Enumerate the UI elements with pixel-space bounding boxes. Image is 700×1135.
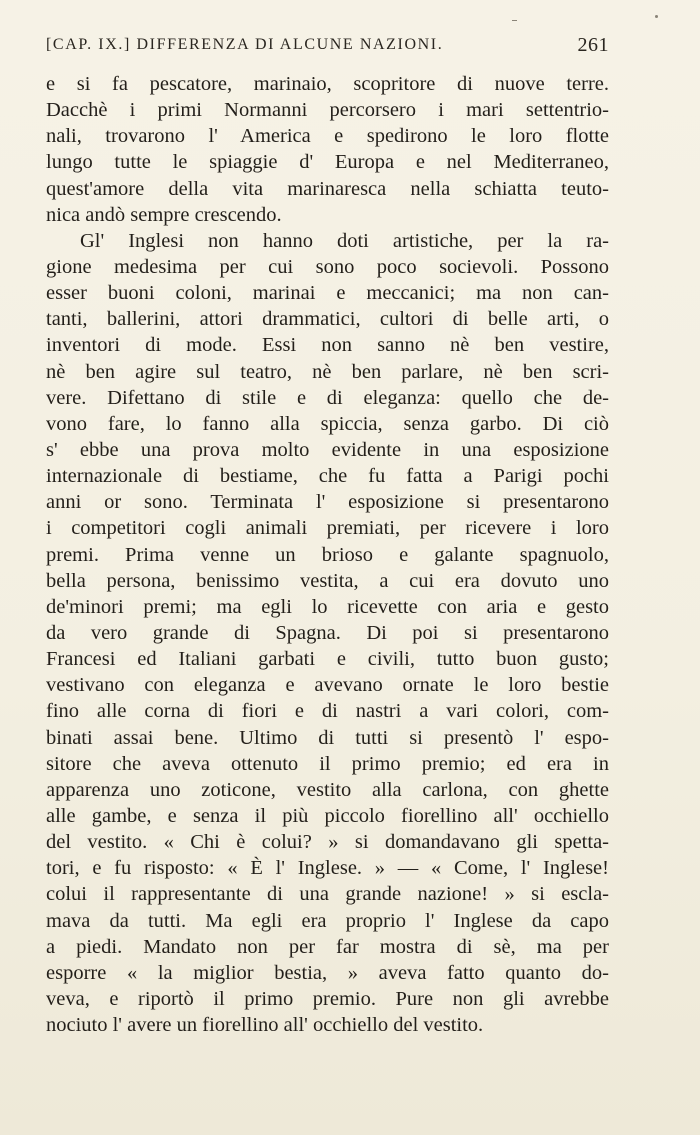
text-line: lungo tutte le spiaggie d' Europa e nel Mediterraneo, <box>46 151 609 174</box>
text-line: del vestito. « Chi è colui? » si domandavano gli spetta- <box>46 831 609 854</box>
text-line: nociuto l' avere un fiorellino all' occhiello del vestito. <box>46 1014 484 1037</box>
text-line: bella persona, benissimo vestita, a cui era dovuto uno <box>46 569 609 592</box>
text-line: nali, trovarono l' America e spedirono le loro flotte <box>46 125 609 148</box>
text-line: vono fare, lo fanno alla spiccia, senza garbo. Di ciò <box>46 412 609 435</box>
text-line: colui il rappresentante di una grande nazione! » si escla- <box>46 883 609 906</box>
text-line: internazionale di bestiame, che fu fatta a Parigi pochi <box>46 465 609 488</box>
text-line: i competitori cogli animali premiati, per ricevere i loro <box>46 517 609 540</box>
text-line: gione medesima per cui sono poco socievoli. Possono <box>46 255 609 278</box>
paper-speck <box>655 15 658 18</box>
text-line: premi. Prima venne un brioso e galante spagnuolo, <box>46 543 609 566</box>
text-line: tori, e fu risposto: « È l' Inglese. » — « Come, l' Inglese! <box>46 857 609 880</box>
text-line: alle gambe, e senza il più piccolo fiorellino all' occhiello <box>46 804 609 827</box>
text-line: da vero grande di Spagna. Di poi si presentarono <box>46 621 609 644</box>
text-line: vestivano con eleganza e avevano ornate le loro bestie <box>46 674 609 697</box>
text-line: quest'amore della vita marinaresca nella schiatta teuto- <box>46 177 609 200</box>
text-line: Gl' Inglesi non hanno doti artistiche, per la ra- <box>80 229 609 252</box>
text-line: Dacchè i primi Normanni percorsero i mari settentrio- <box>46 99 609 122</box>
page-number: 261 <box>577 34 609 56</box>
text-line: binati assai bene. Ultimo di tutti si presentò l' espo- <box>46 726 609 749</box>
text-line: mava da tutti. Ma egli era proprio l' Inglese da capo <box>46 909 609 932</box>
text-line: fino alle corna di fiori e di nastri a vari colori, com- <box>46 700 609 723</box>
text-line: esser buoni coloni, marinai e meccanici; ma non can- <box>46 282 609 305</box>
running-head: [CAP. IX.] DIFFERENZA DI ALCUNE NAZIONI. <box>46 36 444 53</box>
text-line: vere. Difettano di stile e di eleganza: quello che de- <box>46 386 609 409</box>
paper-speck <box>512 20 517 21</box>
text-line: e si fa pescatore, marinaio, scopritore di nuove terre. <box>46 73 609 95</box>
page-header <box>46 36 609 64</box>
text-line: tanti, ballerini, attori drammatici, cultori di belle arti, o <box>46 308 609 331</box>
text-line: a piedi. Mandato non per far mostra di sè, ma per <box>46 935 609 958</box>
text-line: de'minori premi; ma egli lo ricevette con aria e gesto <box>46 595 609 618</box>
text-line: nè ben agire sul teatro, nè ben parlare, nè ben scri- <box>46 360 609 383</box>
text-line: esporre « la miglior bestia, » aveva fatto quanto do- <box>46 961 609 984</box>
text-line: sitore che aveva ottenuto il primo premio; ed era in <box>46 752 609 775</box>
text-line: inventori di mode. Essi non sanno nè ben vestire, <box>46 334 609 357</box>
text-line: anni or sono. Terminata l' esposizione si presentarono <box>46 491 609 514</box>
text-line: nica andò sempre crescendo. <box>46 203 282 226</box>
text-line: s' ebbe una prova molto evidente in una esposizione <box>46 438 609 461</box>
text-line: apparenza uno zoticone, vestito alla carlona, con ghette <box>46 778 609 801</box>
paragraph-1 <box>46 71 609 228</box>
paragraph-2 <box>46 228 609 1038</box>
text-line: veva, e riportò il primo premio. Pure non gli avrebbe <box>46 987 609 1010</box>
text-line: Francesi ed Italiani garbati e civili, tutto buon gusto; <box>46 648 609 671</box>
body-text <box>46 71 609 1038</box>
